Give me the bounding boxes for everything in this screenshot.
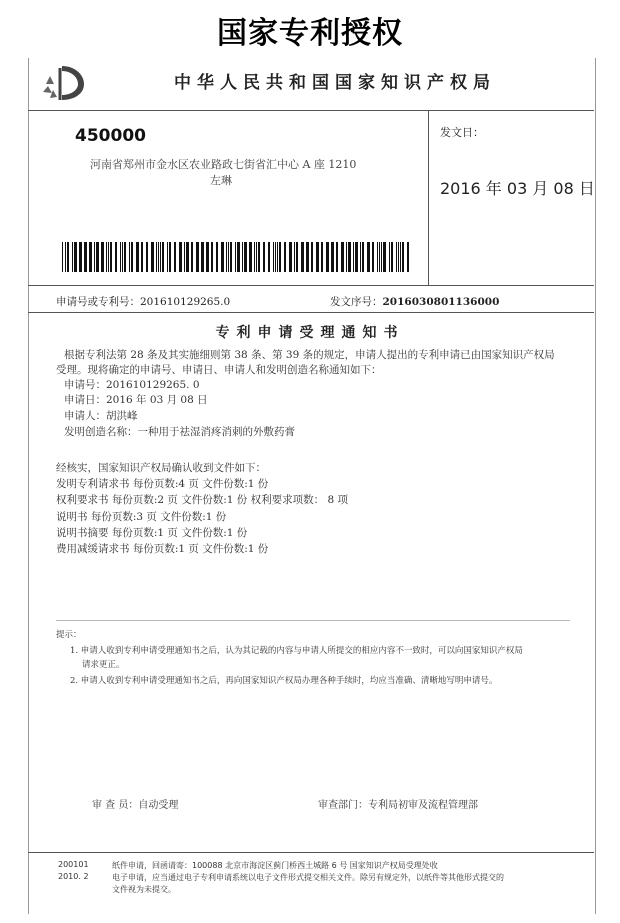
barcode-bar: [348, 242, 351, 272]
barcode-bar: [228, 242, 229, 272]
barcode-bar: [167, 242, 168, 272]
barcode-bar: [284, 242, 286, 272]
barcode-bar: [279, 242, 281, 272]
barcode-bar: [341, 242, 344, 272]
barcode-bar: [124, 242, 126, 272]
footer-paper-filing: 纸件申请，回函请寄：100088 北京市海淀区蓟门桥西土城路 6 号 国家知识产权局受理处收: [112, 861, 438, 870]
barcode-bar: [360, 242, 361, 272]
meta-top-rule: [28, 285, 594, 286]
barcode-bar: [206, 242, 209, 272]
barcode-bar: [141, 242, 143, 272]
barcode-bar: [156, 242, 157, 272]
footer-rule: [28, 852, 594, 853]
barcode-bar: [84, 242, 87, 272]
date-column-divider: [428, 110, 429, 285]
barcode-bar: [62, 242, 63, 272]
barcode-bar: [235, 242, 236, 272]
file-entry: 费用减缓请求书 每份页数:1 页 文件份数:1 份: [56, 543, 269, 555]
barcode-bar: [398, 242, 399, 272]
barcode-bar: [67, 242, 69, 272]
footer-electronic-filing: 电子申请，应当通过电子专利申请系统以电子文件形式提交相关文件。除另有规定外，以纸件等其他形式提交的: [112, 873, 504, 882]
barcode-bar: [216, 242, 218, 272]
barcode-bar: [244, 242, 247, 272]
barcode-bar: [275, 242, 276, 272]
barcode-bar: [237, 242, 240, 272]
barcode: [62, 242, 412, 272]
examining-department: [318, 798, 478, 813]
barcode-bar: [301, 242, 304, 272]
barcode-bar: [353, 242, 354, 272]
verified-intro: 经核实，国家知识产权局确认收到文件如下：: [56, 462, 266, 474]
barcode-bar: [296, 242, 298, 272]
barcode-bar: [242, 242, 243, 272]
barcode-bar: [151, 242, 154, 272]
barcode-bar: [400, 242, 401, 272]
barcode-bar: [169, 242, 171, 272]
barcode-bar: [377, 242, 378, 272]
notice-title: 专利申请受理通知书: [215, 325, 405, 341]
department-label: 审查部门：: [318, 800, 368, 811]
barcode-bar: [160, 242, 161, 272]
barcode-bar: [277, 242, 278, 272]
invention-name-line: 发明创造名称：一种用于祛湿消疼消刺的外敷药膏: [64, 426, 295, 438]
recipient-name: 左琳: [210, 174, 232, 187]
application-no-line: 申请号：201610129265. 0: [64, 379, 200, 391]
barcode-bar: [179, 242, 182, 272]
application-number: [56, 294, 230, 309]
form-code: 200101: [58, 860, 89, 869]
barcode-bar: [65, 242, 66, 272]
barcode-bar: [372, 242, 374, 272]
barcode-bar: [273, 242, 274, 272]
barcode-bar: [263, 242, 265, 272]
barcode-bar: [201, 242, 204, 272]
file-entry: 说明书 每份页数:3 页 文件份数:1 份: [56, 511, 227, 523]
header-rule: [28, 110, 594, 111]
document-number-value: 2016030801136000: [382, 296, 500, 308]
barcode-bar: [174, 242, 176, 272]
mailing-address: 河南省郑州市金水区农业路政七街省汇中心 A 座 1210: [90, 158, 357, 171]
barcode-bar: [289, 242, 292, 272]
barcode-bar: [96, 242, 99, 272]
postcode: 450000: [75, 126, 146, 146]
barcode-bar: [326, 242, 329, 272]
examiner: [92, 798, 178, 813]
barcode-bar: [381, 242, 382, 272]
barcode-bar: [89, 242, 92, 272]
barcode-bar: [306, 242, 309, 272]
barcode-bar: [94, 242, 95, 272]
tip-item: 2. 申请人收到专利申请受理通知书之后，再向国家知识产权局办理各种手续时，均应当准确、清晰地写明申请号。: [70, 676, 498, 686]
barcode-bar: [268, 242, 270, 272]
tips-divider: [56, 620, 570, 621]
barcode-bar: [162, 242, 164, 272]
barcode-bar: [184, 242, 185, 272]
barcode-bar: [226, 242, 227, 272]
barcode-bar: [191, 242, 193, 272]
file-entry: 说明书摘要 每份页数:1 页 文件份数:1 份: [56, 527, 248, 539]
document-number-label: 发文序号：: [330, 296, 383, 308]
file-entry: 权利要求书 每份页数:2 页 文件份数:1 份 权利要求项数： 8 项: [56, 494, 348, 506]
barcode-bar: [221, 242, 224, 272]
barcode-bar: [129, 242, 130, 272]
examiner-value: 自动受理: [138, 800, 179, 811]
barcode-bar: [249, 242, 252, 272]
barcode-bar: [389, 242, 390, 272]
footer-electronic-filing-continued: 文件视为未提交。: [112, 885, 176, 894]
tip-item: 1. 申请人收到专利申请受理通知书之后，认为其记载的内容与申请人所提交的相应内容不一致时，可以向国家知识产权局: [70, 646, 523, 656]
barcode-bar: [321, 242, 323, 272]
cnipa-logo-icon: [40, 62, 94, 102]
barcode-bar: [407, 242, 409, 272]
barcode-bar: [211, 242, 213, 272]
barcode-bar: [256, 242, 257, 272]
barcode-bar: [131, 242, 133, 272]
examiner-label: 审 查 员：: [92, 800, 139, 811]
barcode-bar: [72, 242, 73, 272]
barcode-bar: [158, 242, 159, 272]
meta-bottom-rule: [28, 312, 594, 313]
paragraph-1-continued: 受理。现将确定的申请号、申请日、申请人和发明创造名称通知如下：: [56, 364, 382, 376]
barcode-bar: [294, 242, 295, 272]
barcode-bar: [110, 242, 112, 272]
barcode-bar: [115, 242, 117, 272]
department-value: 专利局初审及流程管理部: [368, 800, 478, 811]
form-version: 2010. 2: [58, 872, 89, 881]
barcode-bar: [362, 242, 364, 272]
barcode-bar: [101, 242, 104, 272]
barcode-bar: [316, 242, 319, 272]
barcode-bar: [396, 242, 397, 272]
application-number-label: 申请号或专利号：: [56, 296, 140, 308]
barcode-bar: [120, 242, 121, 272]
send-date-value: 2016 年 03 月 08 日: [440, 179, 595, 198]
barcode-bar: [122, 242, 123, 272]
send-date-label: 发文日：: [440, 126, 484, 139]
agency-name: 中华人民共和国国家知识产权局: [174, 73, 496, 93]
barcode-bar: [146, 242, 148, 272]
barcode-bar: [383, 242, 386, 272]
barcode-bar: [186, 242, 189, 272]
barcode-bar: [196, 242, 199, 272]
barcode-bar: [254, 242, 255, 272]
barcode-bar: [311, 242, 313, 272]
barcode-bar: [108, 242, 109, 272]
barcode-bar: [136, 242, 139, 272]
application-date-line: 申请日：2016 年 03 月 08 日: [64, 394, 208, 406]
file-entry: 发明专利请求书 每份页数:4 页 文件份数:1 份: [56, 478, 269, 490]
applicant-line: 申请人：胡洪峰: [64, 410, 138, 422]
document-number: [330, 294, 499, 309]
barcode-bar: [355, 242, 358, 272]
tips-label: 提示：: [56, 630, 82, 640]
tip-item: 请求更正。: [82, 660, 125, 670]
barcode-bar: [379, 242, 380, 272]
barcode-bar: [367, 242, 370, 272]
paragraph-1: 根据专利法第 28 条及其实施细则第 38 条、第 39 条的规定，申请人提出的专利申请已由国家知识产权局: [64, 349, 555, 361]
application-number-value: 201610129265.0: [140, 296, 231, 308]
barcode-bar: [336, 242, 338, 272]
barcode-bar: [346, 242, 347, 272]
barcode-bar: [106, 242, 107, 272]
page-banner-title: 国家专利授权: [217, 16, 403, 51]
barcode-bar: [331, 242, 334, 272]
barcode-bar: [258, 242, 260, 272]
barcode-bar: [230, 242, 232, 272]
barcode-bar: [79, 242, 82, 272]
barcode-bar: [391, 242, 393, 272]
barcode-bar: [402, 242, 404, 272]
barcode-bar: [74, 242, 77, 272]
